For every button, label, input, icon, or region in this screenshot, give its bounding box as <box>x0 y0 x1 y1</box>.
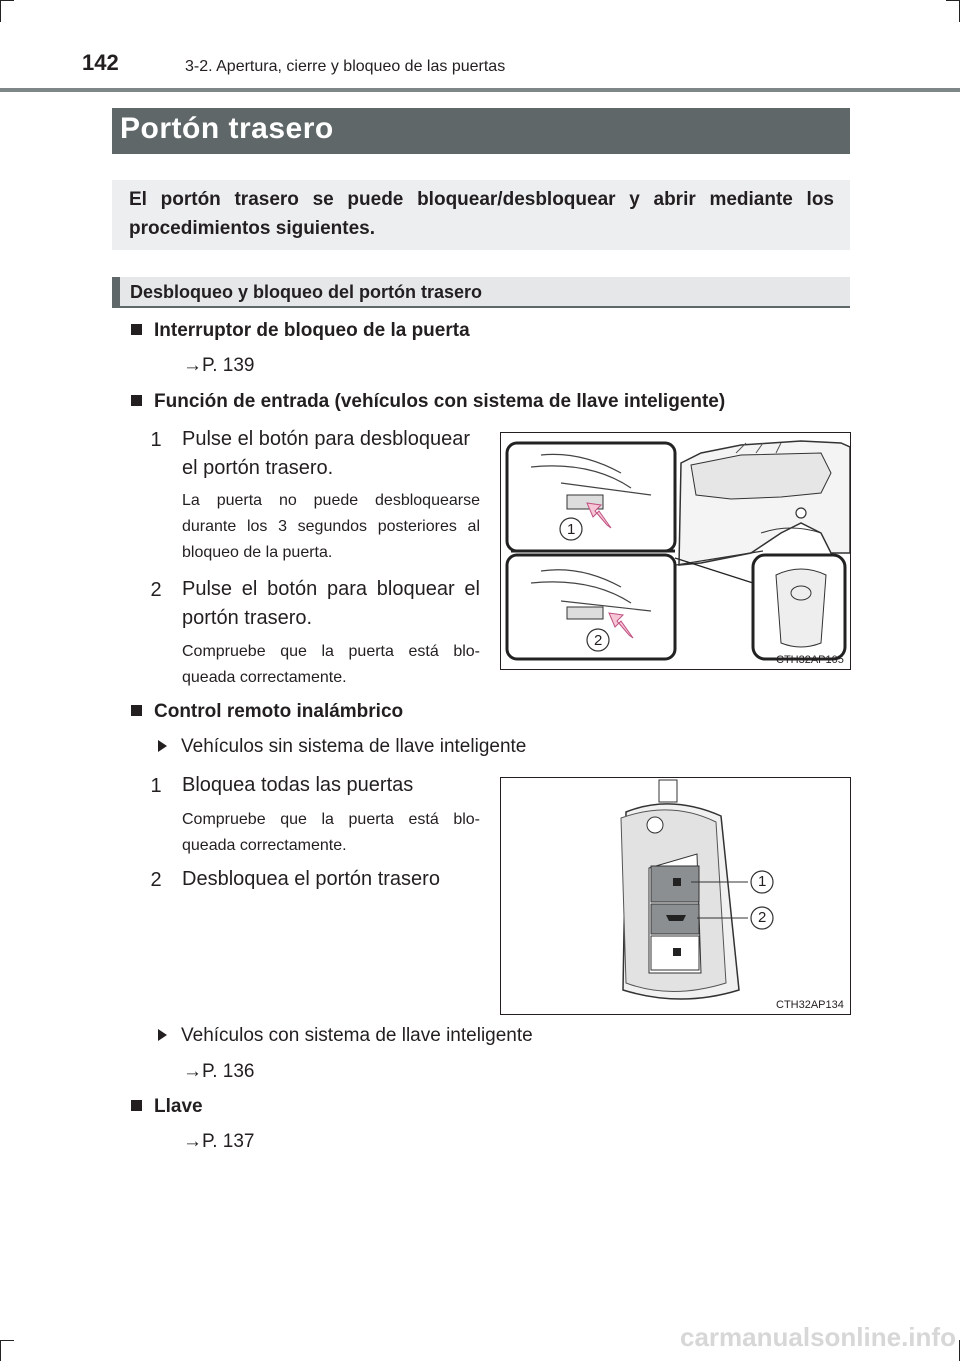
bullet-title: Llave <box>154 1096 203 1117</box>
figure-callout-2: 2 <box>594 632 603 649</box>
page-number: 142 <box>82 50 119 75</box>
intro-text: El portón trasero se puede bloquear/desbloquear y abrir mediante los procedimientos siguientes. <box>129 189 834 239</box>
subheading: Desbloqueo y bloqueo del portón trasero <box>130 282 483 302</box>
figure-code: CTH32AP134 <box>776 999 844 1011</box>
step-1-line: Pulse el botón para desbloquear <box>182 428 470 450</box>
page-ref-link[interactable] <box>183 355 254 377</box>
step-number-2: 2 <box>150 579 162 601</box>
page-ref: P. 136 <box>202 1061 255 1082</box>
figure-callout-1: 1 <box>758 873 767 890</box>
watermark: carmanualsonline.info <box>680 1322 956 1352</box>
bullet-remote <box>131 701 403 723</box>
triangle-bullet-icon <box>158 1029 167 1041</box>
figure-remote-key <box>500 777 851 1015</box>
step-1-note: La puerta no puede desbloquearse durante los 3 segundos posteriores al bloqueo de la puerta. <box>182 492 480 561</box>
running-title: 3-2. Apertura, cierre y bloqueo de las puertas <box>185 58 506 75</box>
page-ref: P. 139 <box>202 355 255 376</box>
figure-code: CTH32AP105 <box>776 654 844 666</box>
bullet-title: Interruptor de bloqueo de la puerta <box>154 320 470 341</box>
crop-mark <box>946 0 960 1</box>
crop-mark <box>0 0 14 1</box>
remote-step-1-text: Bloquea todas las puertas <box>182 774 414 796</box>
step-number-1: 1 <box>150 775 162 797</box>
arrow-icon: → <box>183 1061 202 1082</box>
sub-bullet-smart-key <box>158 1025 533 1047</box>
intro-box <box>112 180 850 250</box>
crop-mark <box>0 0 1 22</box>
bullet-key <box>131 1096 203 1118</box>
header-rule <box>0 88 960 92</box>
step-2-note: Compruebe que la puerta está blo-queada correctamente. <box>182 643 480 686</box>
page-ref-link[interactable] <box>183 1131 254 1153</box>
sub-bullet-no-smart-key <box>158 736 526 758</box>
section-title: Portón trasero <box>120 112 334 145</box>
figure-callout-1: 1 <box>567 521 576 538</box>
page-ref: P. 137 <box>202 1131 255 1152</box>
arrow-icon: → <box>183 355 202 376</box>
sub-bullet-text: Vehículos sin sistema de llave inteligente <box>181 736 527 757</box>
section-title-bar <box>112 108 850 154</box>
triangle-bullet-icon <box>158 740 167 752</box>
page-ref-link[interactable] <box>183 1061 254 1083</box>
arrow-icon: → <box>183 1131 202 1152</box>
sub-bullet-text: Vehículos con sistema de llave inteligente <box>181 1025 533 1046</box>
bullet-title: Control remoto inalámbrico <box>154 701 404 722</box>
step-2-text: Pulse el botón para bloquear el portón trasero. <box>182 578 480 629</box>
figure-tailgate-handle <box>500 432 851 670</box>
bullet-title: Función de entrada (vehículos con sistema de llave inteligente) <box>154 391 726 412</box>
square-bullet-icon <box>131 395 142 406</box>
subheading-bar <box>112 277 850 308</box>
bullet-door-lock-switch <box>131 320 470 342</box>
remote-step-1-note: Compruebe que la puerta está blo-queada correctamente. <box>182 811 480 854</box>
bullet-entry-function <box>131 391 725 413</box>
square-bullet-icon <box>131 1100 142 1111</box>
figure-callout-2: 2 <box>758 909 767 926</box>
step-1-line: el portón trasero. <box>182 457 334 479</box>
step-number-1: 1 <box>150 429 162 451</box>
crop-mark <box>0 1340 1 1361</box>
remote-step-2-text: Desbloquea el portón trasero <box>182 868 440 890</box>
remote-key-illustration <box>501 778 850 1014</box>
step-1-text <box>182 425 470 483</box>
tailgate-illustration <box>501 433 850 669</box>
step-number-2: 2 <box>150 869 162 891</box>
square-bullet-icon <box>131 324 142 335</box>
crop-mark <box>0 1340 14 1341</box>
square-bullet-icon <box>131 705 142 716</box>
